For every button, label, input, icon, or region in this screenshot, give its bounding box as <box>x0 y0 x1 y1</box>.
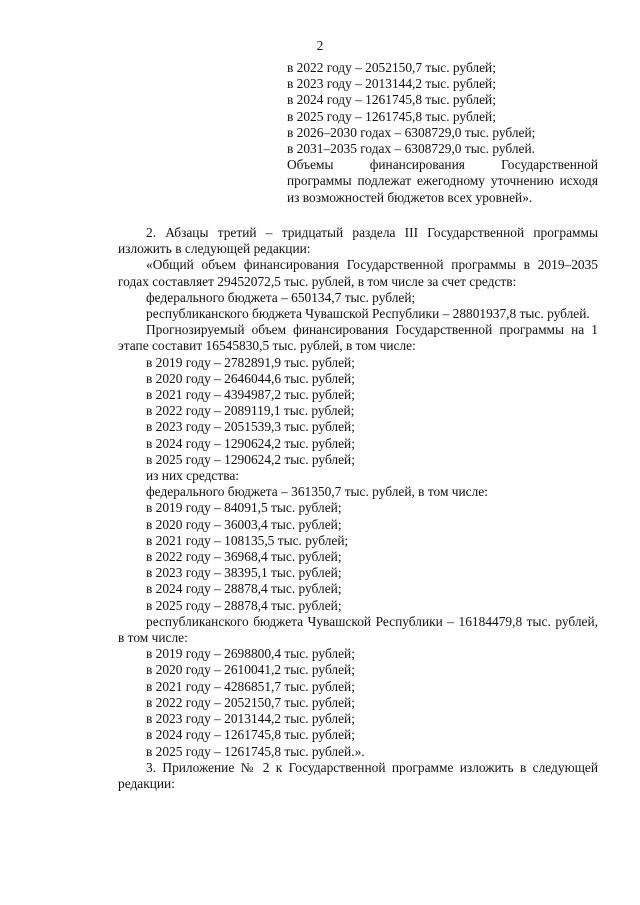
republic-year-line: в 2024 году – 1261745,8 тыс. рублей; <box>146 727 355 743</box>
forecast-year-line: в 2022 году – 2089119,1 тыс. рублей; <box>146 403 355 419</box>
federal-year-line: в 2022 году – 36968,4 тыс. рублей; <box>146 549 342 565</box>
republic-year-line: в 2021 году – 4286851,7 тыс. рублей; <box>146 678 355 694</box>
republic-year-line: в 2019 году – 2698800,4 тыс. рублей; <box>146 646 355 662</box>
federal-budget-line: федерального бюджета – 650134,7 тыс. рублей; <box>146 289 416 305</box>
of-which-line: из них средства: <box>146 468 240 484</box>
page-number: 2 <box>316 38 324 53</box>
forecast-paragraph: Прогнозируемый объем финансирования Государственной программы на 1 этапе составит 16545830,5 тыс. рублей, в том числе: <box>118 322 598 354</box>
forecast-year-line: в 2020 году – 2646044,6 тыс. рублей; <box>146 370 355 386</box>
total-funding: «Общий объем финансирования Государственной программы в 2019–2035 годах составляет 29452072,5 тыс. рублей, в том числе за счет средств: <box>118 257 598 289</box>
republic-year-line: в 2025 году – 1261745,8 тыс. рублей.». <box>146 743 365 759</box>
closing-paragraph: Объемы финансирования Государственной программы подлежат ежегодному уточнению исходя из возможностей бюджетов всех уровней». <box>287 157 598 205</box>
forecast-year-line: в 2021 году – 4394987,2 тыс. рублей; <box>146 387 355 403</box>
federal-year-line: в 2025 году – 28878,4 тыс. рублей; <box>146 597 342 613</box>
year-line: в 2026–2030 годах – 6308729,0 тыс. рублей; <box>287 124 536 140</box>
federal-stage-line: федерального бюджета – 361350,7 тыс. рублей, в том числе: <box>146 484 488 500</box>
year-line: в 2023 году – 2013144,2 тыс. рублей; <box>287 76 496 92</box>
federal-year-line: в 2023 году – 38395,1 тыс. рублей; <box>146 565 342 581</box>
year-line: в 2031–2035 годах – 6308729,0 тыс. рублей. <box>287 141 535 157</box>
republic-year-line: в 2022 году – 2052150,7 тыс. рублей; <box>146 694 355 710</box>
federal-year-line: в 2024 году – 28878,4 тыс. рублей; <box>146 581 342 597</box>
republic-year-line: в 2023 году – 2013144,2 тыс. рублей; <box>146 711 355 727</box>
republic-budget-line: республиканского бюджета Чувашской Республики – 28801937,8 тыс. рублей. <box>146 306 590 322</box>
federal-year-line: в 2020 году – 36003,4 тыс. рублей; <box>146 516 342 532</box>
federal-year-line: в 2019 году – 84091,5 тыс. рублей; <box>146 500 342 516</box>
republic-stage-line: республиканского бюджета Чувашской Республики – 16184479,8 тыс. рублей, в том числе: <box>118 613 598 646</box>
forecast-year-line: в 2019 году – 2782891,9 тыс. рублей; <box>146 354 355 370</box>
republic-year-line: в 2020 году – 2610041,2 тыс. рублей; <box>146 662 355 678</box>
forecast-year-line: в 2025 году – 1290624,2 тыс. рублей; <box>146 451 355 467</box>
federal-year-line: в 2021 году – 108135,5 тыс. рублей; <box>146 532 349 548</box>
forecast-year-line: в 2024 году – 1290624,2 тыс. рублей; <box>146 435 355 451</box>
main-text <box>118 225 598 792</box>
item-3-paragraph: 3. Приложение № 2 к Государственной программе изложить в следующей редакции: <box>118 759 598 791</box>
forecast-year-line: в 2023 году – 2051539,3 тыс. рублей; <box>146 419 355 435</box>
year-line: в 2025 году – 1261745,8 тыс. рублей; <box>287 108 496 124</box>
year-line: в 2022 году – 2052150,7 тыс. рублей; <box>287 60 496 75</box>
item-2-intro: 2. Абзацы третий – тридцатый раздела III Государственной программы изложить в следующей редакции: <box>118 225 598 257</box>
top-funding-block <box>287 60 598 206</box>
year-line: в 2024 году – 1261745,8 тыс. рублей; <box>287 92 496 108</box>
